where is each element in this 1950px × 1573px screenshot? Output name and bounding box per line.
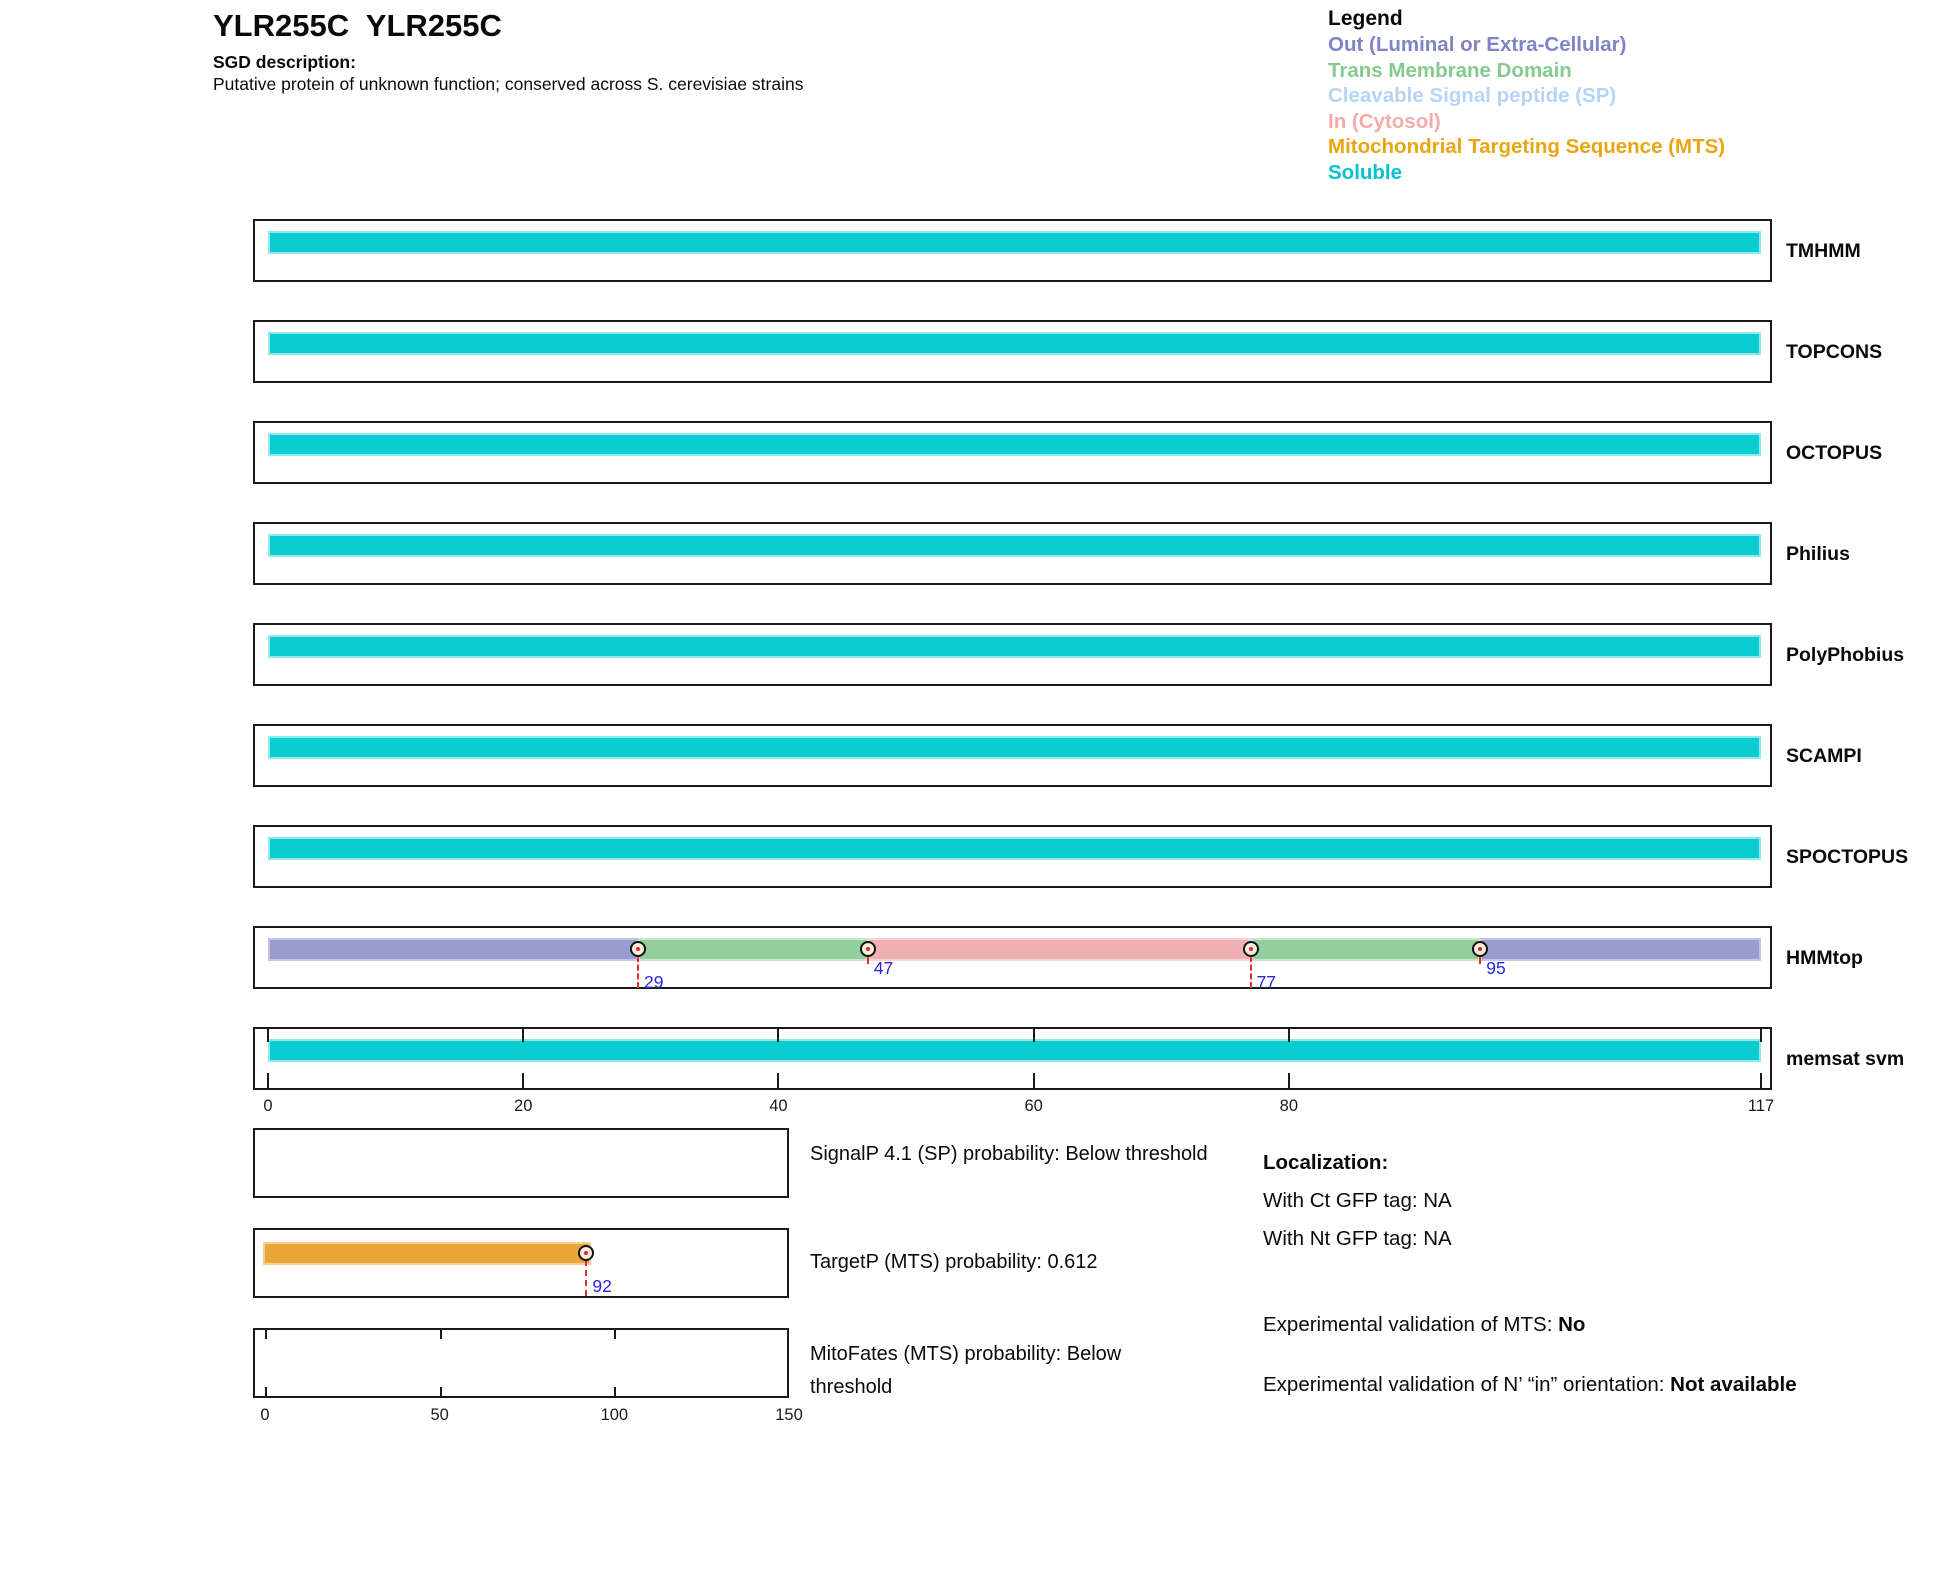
prob-label-targetp: TargetP (MTS) probability: 0.612 — [810, 1251, 1098, 1273]
orientation-validation-line — [1263, 1368, 1838, 1401]
track-box-polyphobius — [253, 623, 1772, 686]
prob-axis-tick: 0 — [260, 1406, 270, 1424]
boundary-label: 77 — [1256, 972, 1277, 992]
track-label-spoctopus: SPOCTOPUS — [1786, 846, 1909, 868]
inner-tick-top — [1760, 1029, 1762, 1042]
track-box-octopus — [253, 421, 1772, 484]
legend-items — [1328, 32, 1725, 185]
track-label-topcons: TOPCONS — [1786, 341, 1883, 363]
legend-item-in: In (Cytosol) — [1328, 109, 1441, 133]
prob-marker-line — [585, 1260, 587, 1296]
prob-box-signalp — [253, 1128, 789, 1198]
residue-axis-tick: 40 — [769, 1097, 788, 1115]
prob-inner-tick-bottom — [614, 1387, 616, 1396]
boundary-marker-dot-center — [636, 947, 640, 951]
boundary-line — [1479, 956, 1481, 964]
track-box-philius — [253, 522, 1772, 585]
segment-tm — [638, 938, 868, 961]
boundary-marker-dot — [630, 941, 646, 957]
inner-tick-bottom — [267, 1073, 269, 1088]
prob-label-signalp: SignalP 4.1 (SP) probability: Below threshold — [810, 1143, 1208, 1165]
track-label-polyphobius: PolyPhobius — [1786, 644, 1905, 666]
track-label-memsat-svm: memsat svm — [1786, 1048, 1905, 1070]
segment-soluble — [268, 231, 1761, 254]
prob-axis-tick: 150 — [775, 1406, 803, 1424]
track-label-scampi: SCAMPI — [1786, 745, 1862, 767]
boundary-marker-dot-center — [866, 947, 870, 951]
track-box-spoctopus — [253, 825, 1772, 888]
prob-inner-tick-bottom — [440, 1387, 442, 1396]
segment-soluble — [268, 534, 1761, 557]
residue-axis-tick: 20 — [514, 1097, 533, 1115]
segment-soluble — [268, 433, 1761, 456]
boundary-label: 95 — [1486, 958, 1506, 978]
ct-gfp-line: With Ct GFP tag: NA — [1263, 1189, 1452, 1212]
track-box-topcons — [253, 320, 1772, 383]
legend — [1328, 6, 1725, 185]
inner-tick-top — [522, 1029, 524, 1042]
residue-axis-tick: 60 — [1024, 1097, 1043, 1115]
sgd-description-text: Putative protein of unknown function; conserved across S. cerevisiae strains — [213, 74, 804, 94]
legend-item-mts: Mitochondrial Targeting Sequence (MTS) — [1328, 135, 1726, 158]
residue-axis-tick: 80 — [1279, 1097, 1299, 1115]
mts-validation-prefix: Experimental validation of MTS: — [1263, 1313, 1559, 1336]
track-label-philius: Philius — [1786, 543, 1850, 565]
prob-inner-tick-top — [440, 1330, 442, 1339]
prob-marker-dot-center — [584, 1251, 588, 1255]
track-label-octopus: OCTOPUS — [1786, 442, 1883, 464]
orientation-validation-prefix: Experimental validation of N’ “in” orientation: — [1263, 1373, 1671, 1396]
segment-in — [868, 938, 1251, 961]
boundary-label: 29 — [644, 972, 664, 992]
prob-bar-mts — [263, 1242, 591, 1265]
legend-item-sp: Cleavable Signal peptide (SP) — [1328, 84, 1617, 107]
boundary-marker-dot — [860, 941, 876, 957]
segment-soluble — [268, 332, 1761, 355]
inner-tick-bottom — [1760, 1073, 1762, 1088]
mts-validation-line — [1263, 1308, 1585, 1341]
segment-out — [1480, 938, 1761, 961]
page-title: YLR255C YLR255C — [213, 8, 502, 43]
prob-axis-tick: 50 — [430, 1406, 449, 1424]
prob-inner-tick-top — [265, 1330, 267, 1339]
inner-tick-top — [777, 1029, 779, 1042]
prob-label-mitofates: MitoFates (MTS) probability: Below threshold — [810, 1343, 1122, 1398]
prob-marker-dot — [578, 1245, 594, 1261]
prob-inner-tick-bottom — [265, 1387, 267, 1396]
boundary-marker-dot-center — [1478, 947, 1482, 951]
inner-tick-bottom — [1288, 1073, 1290, 1088]
track-label-hmmtop: HMMtop — [1786, 947, 1863, 969]
sgd-description-label: SGD description: — [213, 52, 356, 72]
boundary-label: 47 — [873, 958, 894, 978]
prob-marker-label: 92 — [592, 1276, 612, 1296]
boundary-line — [637, 956, 639, 988]
legend-item-out: Out (Luminal or Extra-Cellular) — [1328, 33, 1627, 56]
inner-tick-bottom — [777, 1073, 779, 1088]
track-box-tmhmm — [253, 219, 1772, 282]
prob-inner-tick-top — [614, 1330, 616, 1339]
prob-box-targetp — [253, 1228, 789, 1298]
boundary-marker-dot — [1243, 941, 1259, 957]
segment-soluble — [268, 635, 1761, 658]
segment-soluble — [268, 736, 1761, 759]
segment-out — [268, 938, 638, 961]
boundary-line — [867, 956, 869, 964]
segment-soluble — [268, 1039, 1761, 1062]
orientation-validation-value: Not available — [1670, 1373, 1797, 1396]
track-box-hmmtop — [253, 926, 1772, 992]
legend-title: Legend — [1328, 7, 1403, 30]
residue-axis-tick: 0 — [263, 1097, 273, 1115]
boundary-marker-dot-center — [1249, 947, 1253, 951]
segment-tm — [1251, 938, 1481, 961]
inner-tick-top — [267, 1029, 269, 1042]
nt-gfp-line: With Nt GFP tag: NA — [1263, 1227, 1452, 1250]
localization-title: Localization: — [1263, 1151, 1389, 1174]
track-box-scampi — [253, 724, 1772, 787]
prob-box-mitofates — [253, 1328, 789, 1398]
segment-soluble — [268, 837, 1761, 860]
track-label-tmhmm: TMHMM — [1786, 240, 1861, 262]
prob-axis-tick: 100 — [600, 1406, 629, 1424]
inner-tick-bottom — [522, 1073, 524, 1088]
inner-tick-bottom — [1033, 1073, 1035, 1088]
mts-validation-value: No — [1558, 1313, 1586, 1336]
inner-tick-top — [1288, 1029, 1290, 1042]
boundary-line — [1250, 956, 1252, 988]
legend-item-tm: Trans Membrane Domain — [1328, 58, 1572, 82]
residue-axis-tick: 117 — [1747, 1097, 1775, 1115]
legend-item-soluble: Soluble — [1328, 160, 1403, 184]
inner-tick-top — [1033, 1029, 1035, 1042]
track-box-memsat-svm — [253, 1027, 1772, 1090]
